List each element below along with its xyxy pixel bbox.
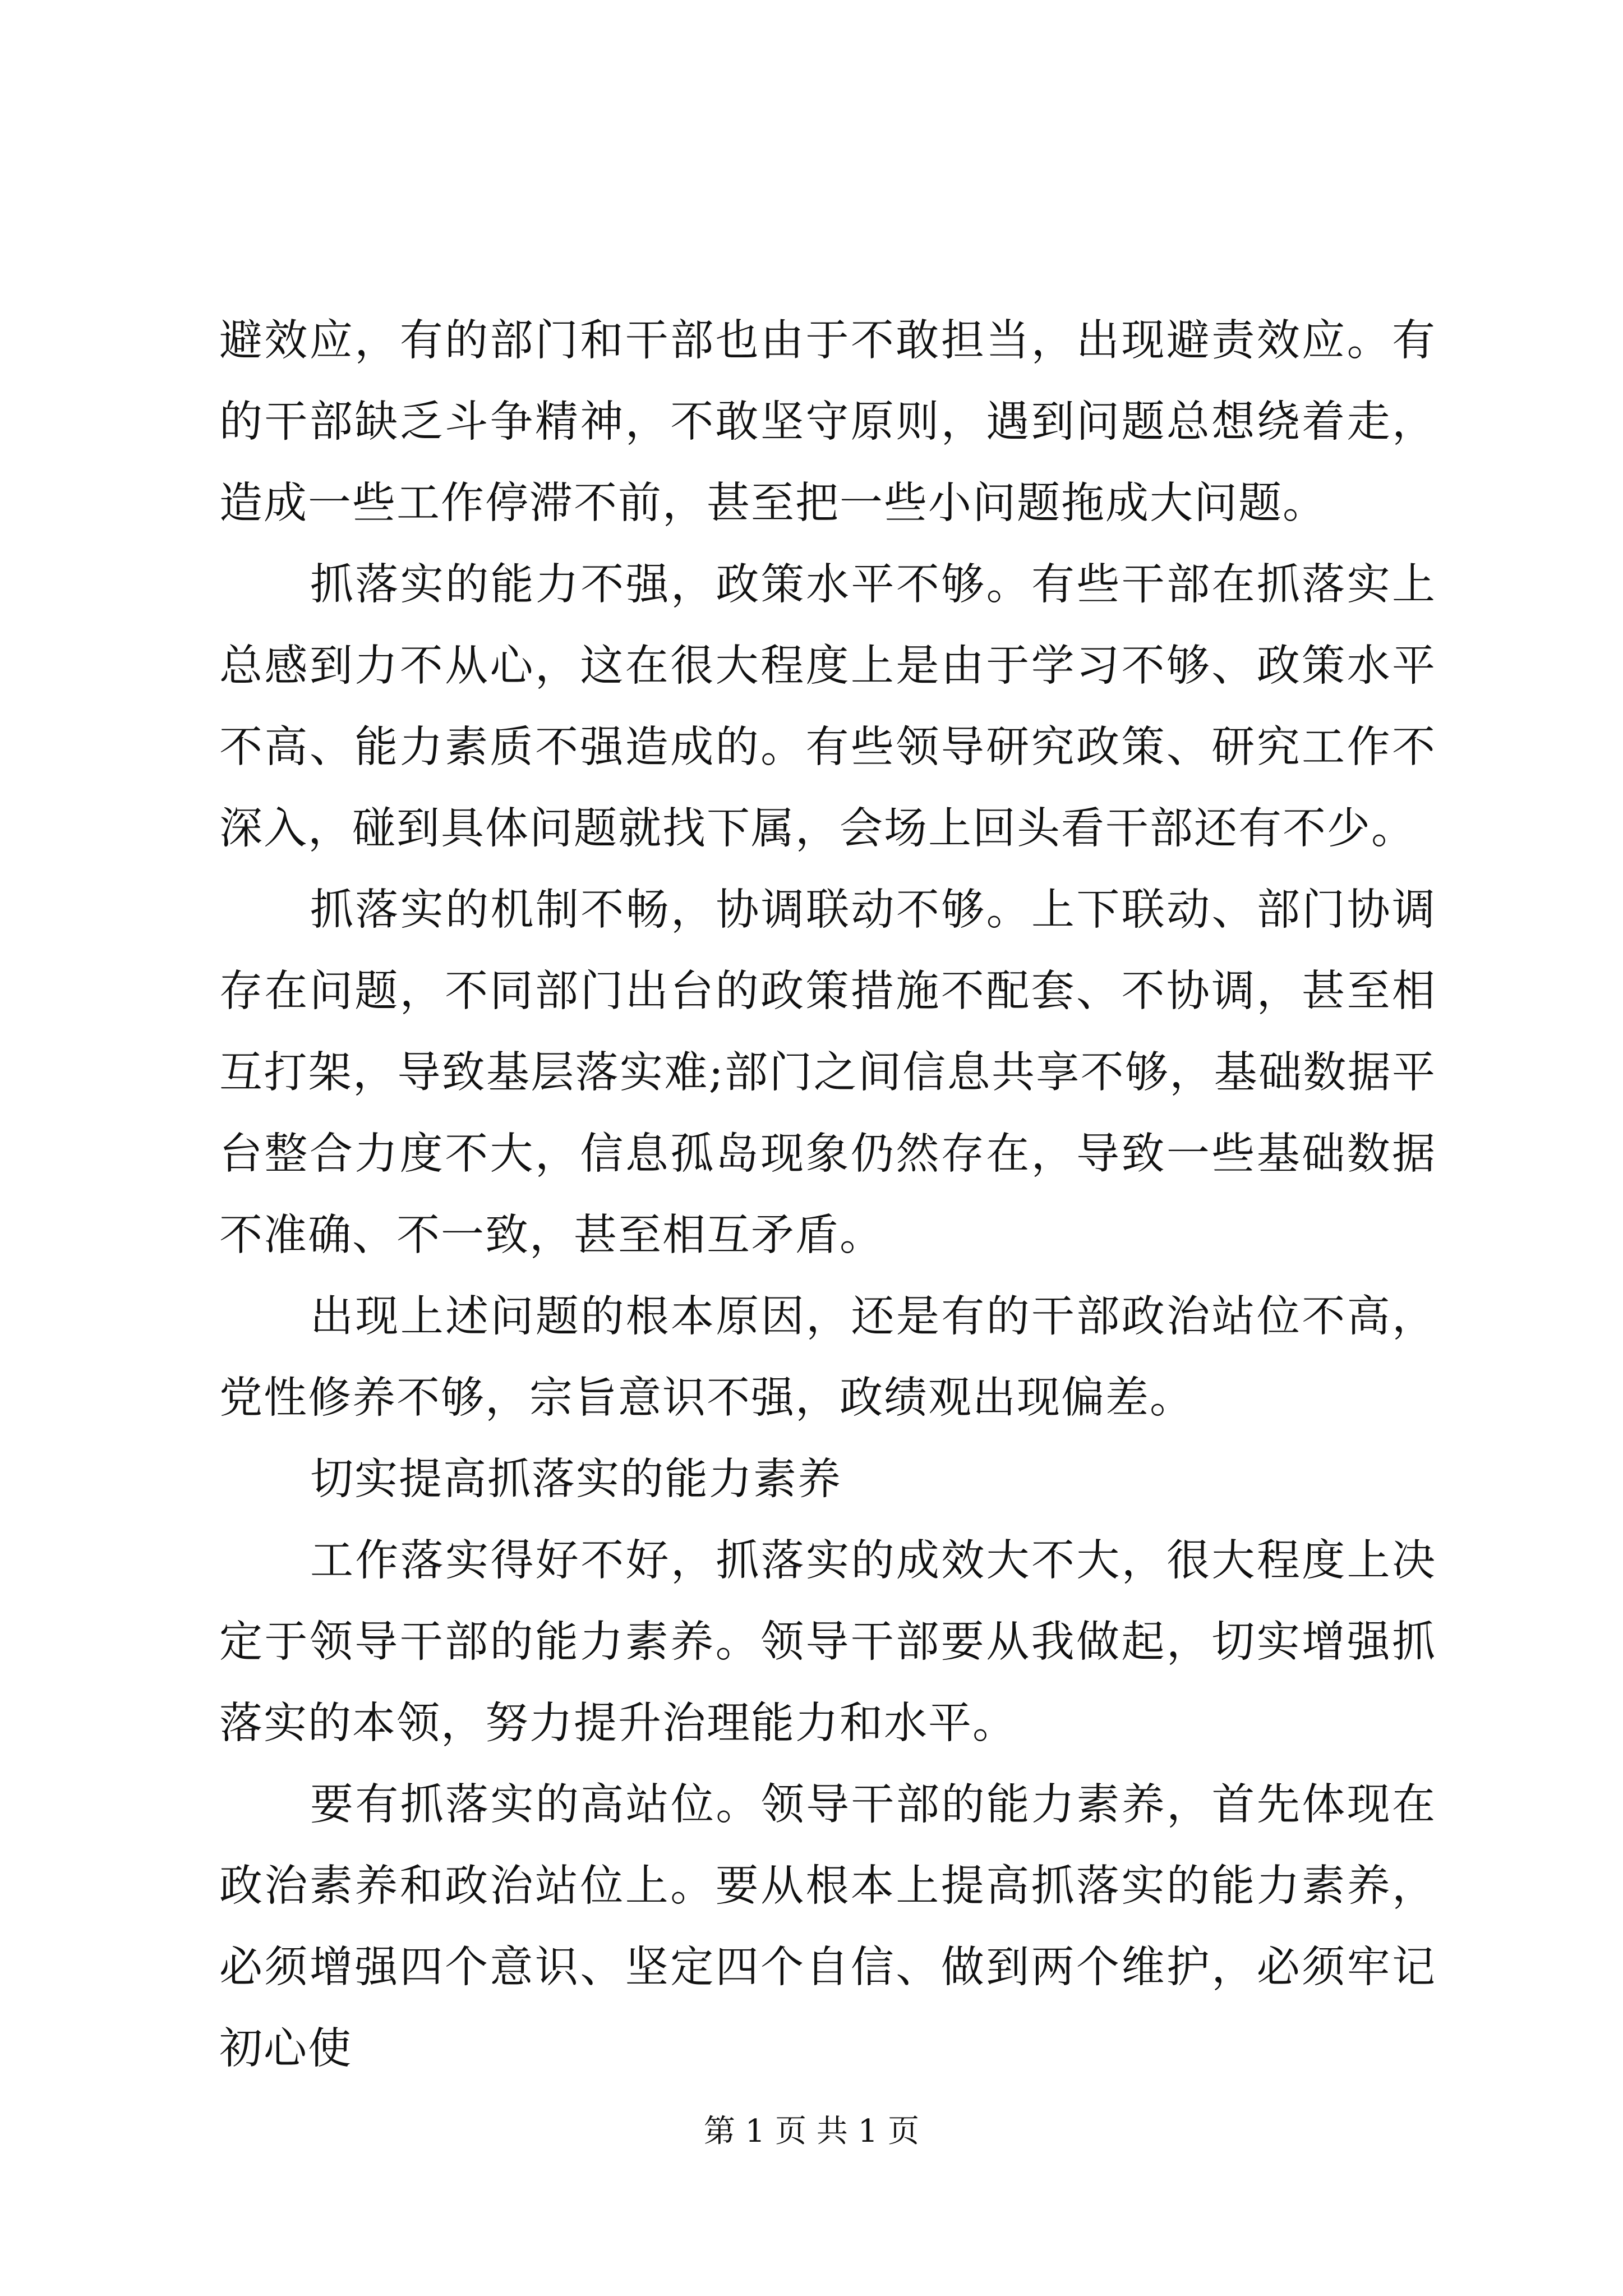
document-body [219, 300, 1436, 2090]
section-heading: 切实提高抓落实的能力素养 [310, 1455, 842, 1504]
paragraph-5: 工作落实得好不好，抓落实的成效大不大，很大程度上决定于领导干部的能力素养。领导干部要从我做起，切实增强抓落实的本领，努力提升治理能力和水平。 [219, 1536, 1436, 1749]
paragraph-4: 出现上述问题的根本原因，还是有的干部政治站位不高，党性修养不够，宗旨意识不强，政绩观出现偏差。 [219, 1292, 1436, 1423]
page-footer: 第 1 页 共 1 页 [703, 2113, 920, 2150]
paragraph-2: 抓落实的能力不强，政策水平不够。有些干部在抓落实上总感到力不从心，这在很大程度上是由于学习不够、政策水平不高、能力素质不强造成的。有些领导研究政策、研究工作不深入，碰到具体问题就找下属，会场上回头看干部还有不少。 [219, 560, 1436, 854]
paragraph-3: 抓落实的机制不畅，协调联动不够。上下联动、部门协调存在问题，不同部门出台的政策措施不配套、不协调，甚至相互打架，导致基层落实难;部门之间信息共享不够，基础数据平台整合力度不大，信息孤岛现象仍然存在，导致一些基础数据不准确、不一致，甚至相互矛盾。 [219, 885, 1436, 1260]
paragraph-1: 避效应，有的部门和干部也由于不敢担当，出现避责效应。有的干部缺乏斗争精神，不敢坚守原则，遇到问题总想绕着走，造成一些工作停滞不前，甚至把一些小问题拖成大问题。 [219, 316, 1436, 528]
paragraph-6: 要有抓落实的高站位。领导干部的能力素养，首先体现在政治素养和政治站位上。要从根本上提高抓落实的能力素养，必须增强四个意识、坚定四个自信、做到两个维护，必须牢记初心使 [219, 1780, 1436, 2074]
